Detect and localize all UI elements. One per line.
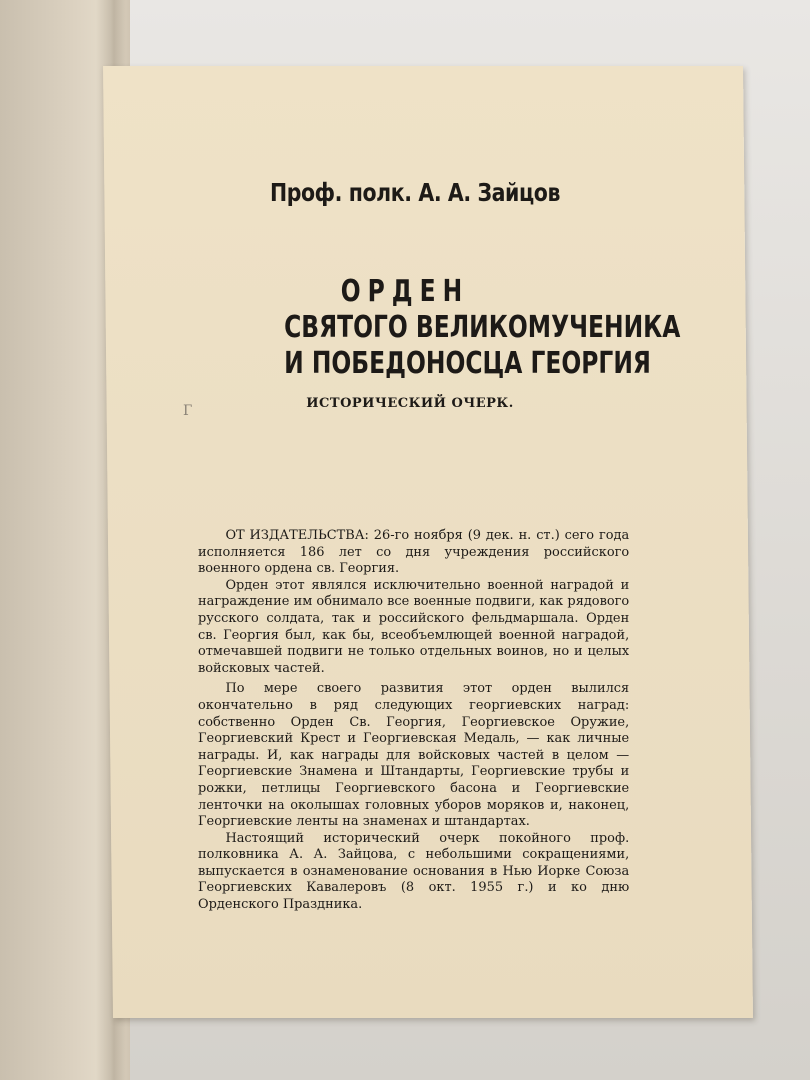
margin-mark: Г (183, 403, 193, 419)
title-line-2: СВЯТОГО ВЕЛИКОМУЧЕНИКА (284, 310, 681, 345)
paragraph: Настоящий исторический очерк покойного проф. полковника А. А. Зайцова, с небольшими сокращениями, выпускается в ознаменование основания в Нью Иорке Союза Георгиевских Кавалеровъ (8 окт. 1955 г.) и ко дню Орденского Праздника. (198, 830, 630, 913)
body-text (198, 528, 629, 914)
paragraph: Орден этот являлся исключительно военной наградой и награждение им обнимало все военные подвиги, как рядового русского солдата, так и российского фельдмаршала. Орден св. Георгия был, как бы, всеобъемлющей военной наградой, отмечавшей подвиги не только отдельных воинов, но и целых войсковых частей. (198, 577, 630, 676)
paragraph: По мере своего развития этот орден вылился окончательно в ряд следующих георгиевских наград: собственно Орден Св. Георгия, Георгиевское Оружие, Георгиевский Крест и Георгиевская Медаль, — как личные награды. И, как награды для войсковых частей в целом — Георгиевские Знамена и Штандарты, Георгиевские трубы и рожки, петлицы Георгиевского басона и Георгиевские ленточки на околышах головных уборов моряков и, наконец, Георгиевские ленты на знаменах и штандартах. (198, 681, 630, 830)
document-subtitle: ИСТОРИЧЕСКИЙ ОЧЕРК. (306, 396, 514, 411)
document-title (284, 274, 681, 382)
title-line-3: И ПОБЕДОНОСЦА ГЕОРГИЯ (284, 346, 651, 381)
author-line: Проф. полк. А. А. Зайцов (270, 178, 561, 207)
paragraph: ОТ ИЗДАТЕЛЬСТВА: 26-го ноября (9 дек. н. ст.) сего года исполняется 186 лет со дня учреждения российского военного ордена св. Георгия. (198, 528, 630, 577)
title-line-1: ОРДЕН (340, 274, 470, 309)
